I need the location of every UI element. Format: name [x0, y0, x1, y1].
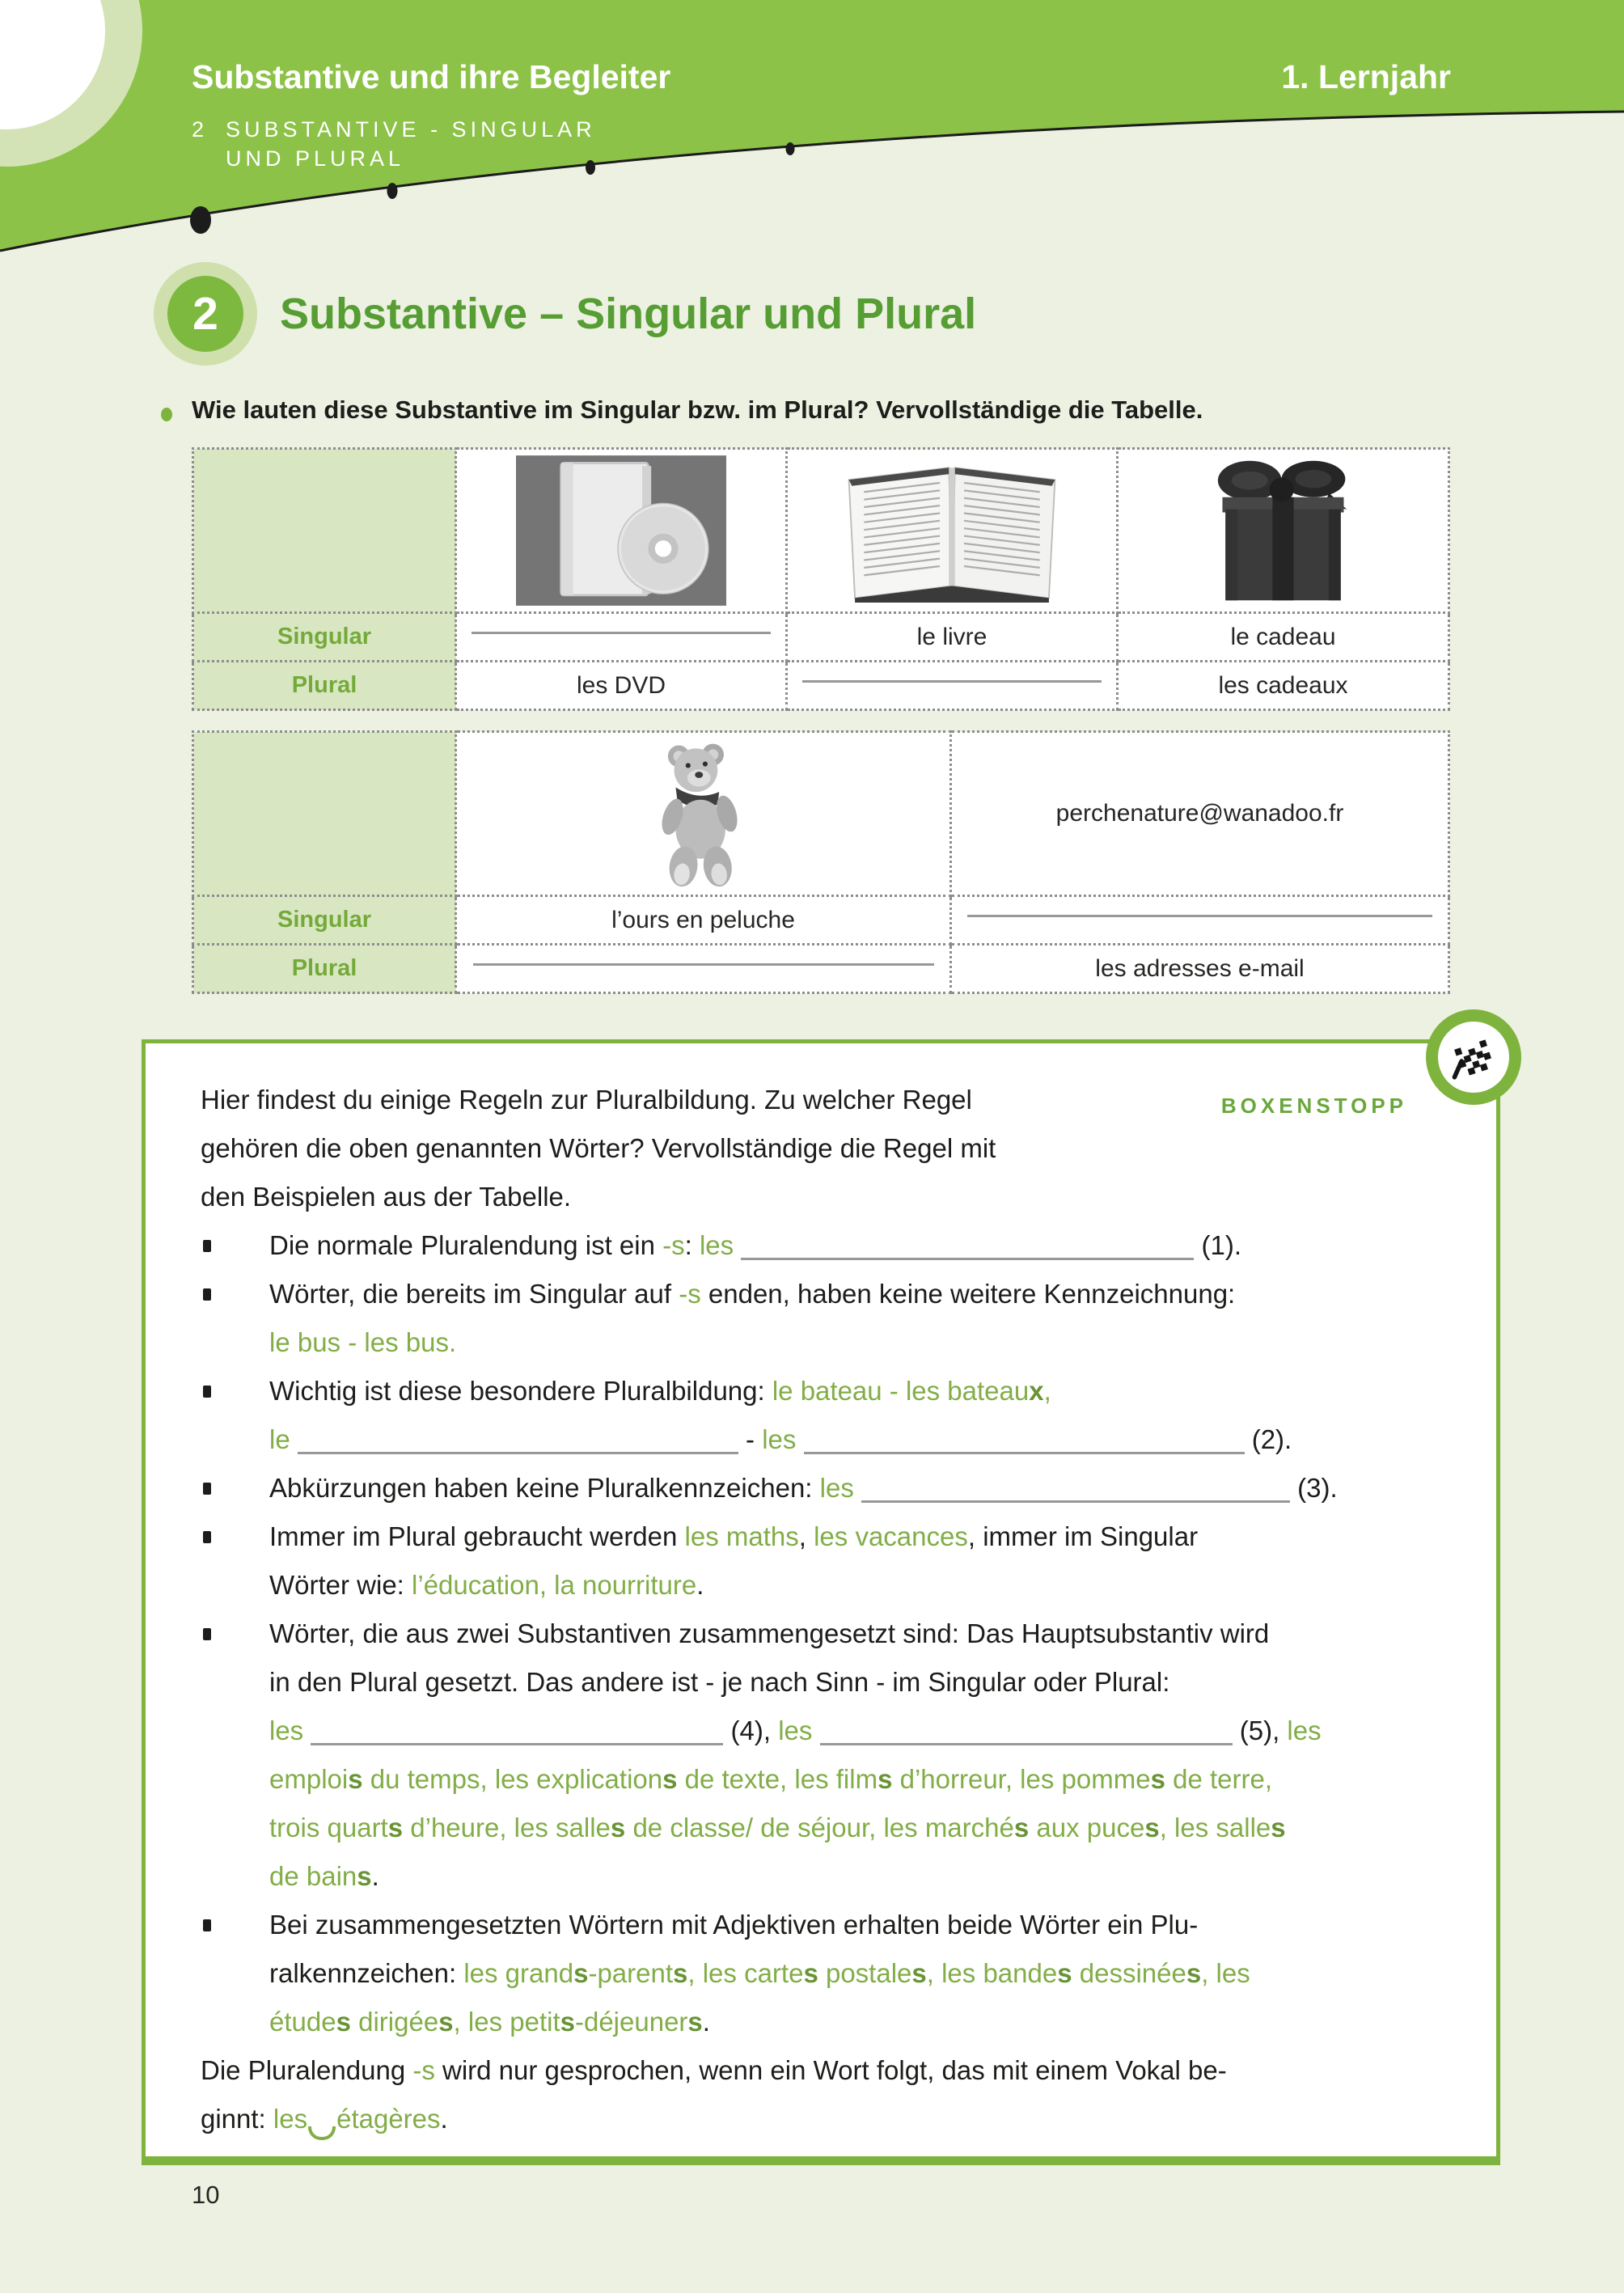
- text-segment: .: [440, 2104, 448, 2134]
- text-segment: d’horreur, les pomme: [892, 1764, 1151, 1794]
- book-chapter-title: Substantive und ihre Begleiter: [192, 58, 671, 95]
- text-segment: , les petit: [453, 2007, 560, 2037]
- text-segment: Immer im Plural gebraucht werden: [269, 1521, 685, 1551]
- text-segment: les: [762, 1424, 804, 1454]
- text-segment: Wörter wie:: [269, 1570, 412, 1600]
- text-segment: s: [662, 1764, 678, 1794]
- text-segment: (4),: [723, 1716, 779, 1745]
- text-segment: l’éducation, la nourriture: [412, 1570, 697, 1600]
- gift-photo-cell: [1118, 449, 1449, 613]
- text-segment: -parent: [588, 1958, 674, 1988]
- table-row-plural: [193, 945, 1449, 993]
- box-line: [201, 1270, 1440, 1318]
- text-segment: trois quart: [269, 1813, 388, 1842]
- chapter-subtitle-text: SUBSTANTIVE - SINGULAR UND PLURAL: [226, 117, 596, 171]
- cell-dvd-plural: les DVD: [456, 662, 787, 710]
- text-segment: (3).: [1290, 1473, 1338, 1503]
- gift-box-photo: [1192, 455, 1374, 607]
- text-segment: s: [878, 1764, 893, 1794]
- teddy-photo-cell: [456, 732, 951, 896]
- corner-cell: [193, 449, 456, 613]
- open-book-photo: [831, 459, 1073, 603]
- cell-cadeau-singular: le cadeau: [1118, 613, 1449, 662]
- box-line: den Beispielen aus der Tabelle.: [201, 1182, 572, 1212]
- text-segment: s: [1013, 1813, 1030, 1842]
- text-segment: , les bande: [926, 1958, 1058, 1988]
- table-row-plural: [193, 662, 1449, 710]
- text-segment: s: [803, 1958, 818, 1988]
- box-line: [201, 1610, 1440, 1658]
- task-bullet-icon: [161, 408, 172, 421]
- checkered-flag-icon: [1426, 1009, 1521, 1105]
- text-segment: enden, haben keine weitere Kennzeichnung:: [700, 1279, 1236, 1309]
- text-segment: s: [336, 2007, 351, 2037]
- cell-cadeau-plural: les cadeaux: [1118, 662, 1449, 710]
- cell-livre-singular: le livre: [787, 613, 1118, 662]
- text-segment: Bei zusammengesetzten Wörtern mit Adjektiven erhalten beide Wörter ein Plu-: [269, 1910, 1199, 1940]
- text-segment: s: [348, 1764, 363, 1794]
- answer-blank-dvd-singular: [456, 613, 787, 662]
- text-segment: in den Plural gesetzt. Das andere ist - je nach Sinn - im Singular oder Plural:: [269, 1667, 1170, 1697]
- dvd-case-photo: [516, 455, 726, 606]
- text-segment: x: [1029, 1376, 1044, 1406]
- table-row-images: [193, 732, 1449, 896]
- text-segment: étagères: [336, 2104, 441, 2134]
- table-row-singular: [193, 613, 1449, 662]
- text-segment: s: [387, 1813, 404, 1842]
- text-segment: étude: [269, 2007, 336, 2037]
- text-segment: les: [699, 1230, 742, 1260]
- text-segment: :: [684, 1230, 700, 1260]
- section-title: Substantive – Singular und Plural: [280, 290, 977, 338]
- text-segment: (1).: [1194, 1230, 1241, 1260]
- singular-label: Singular: [193, 896, 456, 945]
- header-band: [0, 0, 1624, 275]
- box-line: [201, 1415, 1440, 1464]
- box-line: [201, 1512, 1440, 1561]
- box-line: [201, 1755, 1440, 1804]
- text-segment: s: [573, 1958, 589, 1988]
- answer-blank-ours-plural: [456, 945, 951, 993]
- text-segment: -s: [662, 1230, 685, 1260]
- text-segment: les: [273, 2104, 308, 2134]
- box-line: [201, 2095, 1440, 2143]
- box-line: gehören die oben genannten Wörter? Vervollständige die Regel mit: [201, 1133, 996, 1163]
- text-segment: le: [269, 1424, 298, 1454]
- answer-blank-line: [741, 1258, 1194, 1260]
- answer-blank-line: [298, 1452, 738, 1454]
- singular-label: Singular: [193, 613, 456, 662]
- text-segment: ,: [798, 1521, 814, 1551]
- text-segment: Abkürzungen haben keine Pluralkennzeichen:: [269, 1473, 820, 1503]
- fill-in-table-1: [192, 447, 1450, 711]
- text-segment: wird nur gesprochen, wenn ein Wort folgt, das mit einem Vokal be-: [434, 2055, 1227, 2085]
- task-instruction: Wie lauten diese Substantive im Singular bzw. im Plural? Vervollständige die Tabelle.: [192, 396, 1203, 424]
- text-segment: (5),: [1232, 1716, 1288, 1745]
- plural-label: Plural: [193, 945, 456, 993]
- section-number: 2: [167, 276, 243, 352]
- text-segment: Wörter, die bereits im Singular auf: [269, 1279, 679, 1309]
- text-segment: s: [911, 1958, 927, 1988]
- page-number: 10: [192, 2181, 220, 2209]
- text-segment: du temps, les explication: [362, 1764, 663, 1794]
- text-segment: de terre,: [1165, 1764, 1273, 1794]
- text-segment: les: [778, 1716, 820, 1745]
- text-segment: s: [610, 1813, 626, 1842]
- text-segment: s: [1057, 1958, 1072, 1988]
- answer-blank-livre-plural: [787, 662, 1118, 710]
- text-segment: -déjeuner: [574, 2007, 688, 2037]
- text-segment: de classe/ de séjour, les marché: [625, 1813, 1014, 1842]
- text-segment: , les salle: [1159, 1813, 1271, 1842]
- text-segment: s: [560, 2007, 575, 2037]
- box-line: [201, 1318, 1440, 1367]
- text-segment: , les carte: [687, 1958, 804, 1988]
- chapter-number: 2: [192, 117, 209, 142]
- text-segment: d’heure, les salle: [403, 1813, 611, 1842]
- book-photo-cell: [787, 449, 1118, 613]
- box-line: [201, 2046, 1440, 2095]
- text-segment: le bus - les bus.: [269, 1327, 457, 1357]
- text-segment: s: [673, 1958, 688, 1988]
- text-segment: Die Pluralendung: [201, 2055, 413, 2085]
- text-segment: les: [819, 1473, 862, 1503]
- plural-label: Plural: [193, 662, 456, 710]
- answer-blank-line: [861, 1500, 1290, 1503]
- text-segment: .: [371, 1861, 379, 1891]
- teddy-bear-photo: [641, 736, 767, 891]
- box-line: [201, 1949, 1440, 1998]
- curve-dot: [786, 142, 795, 155]
- text-segment: de bain: [269, 1861, 357, 1891]
- text-segment: dirigée: [350, 2007, 439, 2037]
- text-segment: s: [687, 2007, 703, 2037]
- text-segment: s: [1150, 1764, 1165, 1794]
- text-segment: Wörter, die aus zwei Substantiven zusammengesetzt sind: Das Hauptsubstantiv wird: [269, 1618, 1270, 1648]
- text-segment: les vacances: [814, 1521, 968, 1551]
- box-line: [201, 1464, 1440, 1512]
- text-segment: de texte, les film: [677, 1764, 878, 1794]
- cell-adresses-plural: les adresses e-mail: [951, 945, 1449, 993]
- text-segment: , les: [1201, 1958, 1250, 1988]
- text-segment: ,: [1043, 1376, 1051, 1406]
- answer-blank-line: [804, 1452, 1245, 1454]
- text-segment: s: [1144, 1813, 1160, 1842]
- box-line: [201, 1998, 1440, 2046]
- cell-ours-singular: l’ours en peluche: [456, 896, 951, 945]
- text-segment: ginnt:: [201, 2104, 273, 2134]
- text-segment: s: [438, 2007, 454, 2037]
- box-line: [201, 1852, 1440, 1901]
- text-segment: les grand: [463, 1958, 574, 1988]
- text-segment: les maths: [684, 1521, 799, 1551]
- boxenstopp-label: BOXENSTOPP: [1220, 1094, 1407, 1118]
- box-line: [201, 1221, 1440, 1270]
- email-example-cell: perchenature@wanadoo.fr: [951, 732, 1449, 896]
- box-line: Hier findest du einige Regeln zur Pluralbildung. Zu welcher Regel: [201, 1085, 972, 1115]
- text-segment: -s: [412, 2055, 435, 2085]
- box-line: [201, 1561, 1440, 1610]
- text-segment: s: [1271, 1813, 1286, 1842]
- box-line: [201, 1658, 1440, 1707]
- table-row-singular: [193, 896, 1449, 945]
- liaison-arc-icon: [308, 2126, 336, 2140]
- text-segment: s: [357, 1861, 372, 1891]
- answer-blank-line: [311, 1743, 723, 1745]
- text-segment: postale: [818, 1958, 912, 1988]
- text-segment: -s: [679, 1279, 701, 1309]
- text-segment: dessinée: [1072, 1958, 1186, 1988]
- text-segment: emploi: [269, 1764, 349, 1794]
- text-segment: ralkennzeichen:: [269, 1958, 464, 1988]
- text-segment: .: [696, 1570, 704, 1600]
- corner-cell: [193, 732, 456, 896]
- curve-dot: [387, 183, 398, 199]
- curve-dot-large: [190, 206, 211, 234]
- answer-blank-line: [820, 1743, 1233, 1745]
- text-segment: , immer im Singular: [967, 1521, 1199, 1551]
- learning-year-label: 1. Lernjahr: [1281, 58, 1451, 95]
- text-segment: (2).: [1244, 1424, 1292, 1454]
- text-segment: les: [269, 1716, 311, 1745]
- text-segment: aux puce: [1029, 1813, 1145, 1842]
- box-line: [201, 1804, 1440, 1852]
- text-segment: .: [702, 2007, 710, 2037]
- box-line: [201, 1901, 1440, 1949]
- text-segment: le bateau - les bateau: [772, 1376, 1030, 1406]
- text-segment: Die normale Pluralendung ist ein: [269, 1230, 663, 1260]
- text-segment: -: [738, 1424, 763, 1454]
- rules-text: [201, 1076, 1440, 2143]
- table-row-images: [193, 449, 1449, 613]
- text-segment: s: [1186, 1958, 1202, 1988]
- text-segment: Wichtig ist diese besondere Pluralbildung:: [269, 1376, 772, 1406]
- section-number-badge: [154, 262, 257, 366]
- chapter-subtitle: [192, 115, 596, 173]
- box-line: [201, 1367, 1440, 1415]
- fill-in-table-2: [192, 730, 1450, 994]
- boxenstopp-box: [142, 1039, 1500, 2165]
- answer-blank-email-singular: [951, 896, 1449, 945]
- text-segment: les: [1287, 1716, 1322, 1745]
- dvd-photo-cell: [456, 449, 787, 613]
- box-line: [201, 1707, 1440, 1755]
